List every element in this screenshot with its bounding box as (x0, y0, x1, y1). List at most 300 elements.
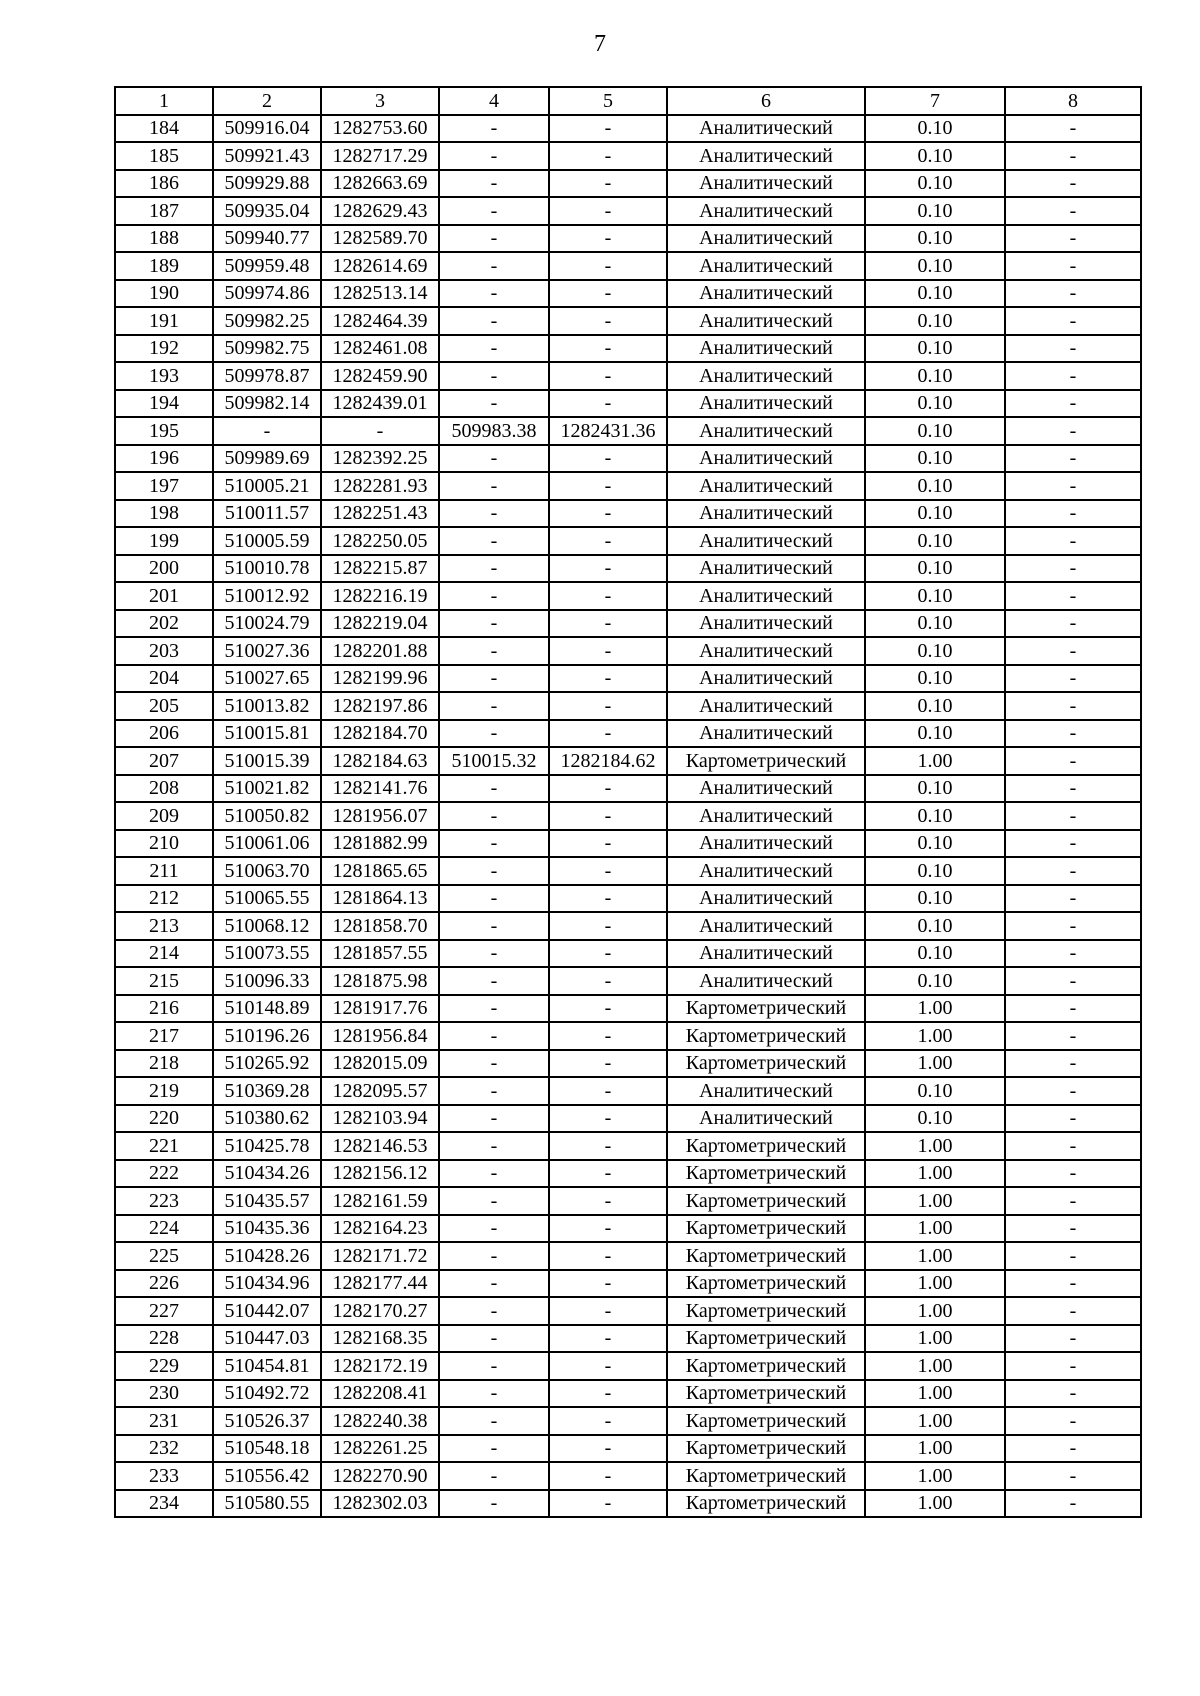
y-coordinate-alt-cell: - (549, 940, 667, 968)
x-coordinate-alt-cell: - (439, 1077, 549, 1105)
x-coordinate-alt-cell: - (439, 1325, 549, 1353)
x-coordinate-alt-cell: - (439, 1352, 549, 1380)
point-number-cell: 210 (115, 830, 213, 858)
table-row (115, 472, 1141, 500)
description-cell: - (1005, 775, 1141, 803)
table-row (115, 1215, 1141, 1243)
method-cell: Картометрический (667, 1407, 865, 1435)
y-coordinate-cell: 1282439.01 (321, 390, 439, 418)
method-cell: Аналитический (667, 390, 865, 418)
x-coordinate-cell: 510435.57 (213, 1187, 321, 1215)
point-number-cell: 214 (115, 940, 213, 968)
y-coordinate-cell: 1282164.23 (321, 1215, 439, 1243)
x-coordinate-alt-cell: - (439, 1050, 549, 1078)
table-row (115, 500, 1141, 528)
y-coordinate-cell: 1281858.70 (321, 912, 439, 940)
accuracy-cell: 0.10 (865, 500, 1005, 528)
x-coordinate-cell: 510434.26 (213, 1160, 321, 1188)
point-number-cell: 187 (115, 197, 213, 225)
y-coordinate-cell: 1281882.99 (321, 830, 439, 858)
accuracy-cell: 1.00 (865, 1022, 1005, 1050)
x-coordinate-alt-cell: - (439, 115, 549, 143)
y-coordinate-cell: 1282146.53 (321, 1132, 439, 1160)
x-coordinate-alt-cell: - (439, 610, 549, 638)
x-coordinate-cell: 510015.81 (213, 720, 321, 748)
method-cell: Аналитический (667, 802, 865, 830)
table-row (115, 252, 1141, 280)
y-coordinate-alt-cell: - (549, 885, 667, 913)
x-coordinate-cell: 510265.92 (213, 1050, 321, 1078)
point-number-cell: 234 (115, 1490, 213, 1518)
y-coordinate-cell: 1282184.63 (321, 747, 439, 775)
x-coordinate-alt-cell: - (439, 390, 549, 418)
table-row (115, 1022, 1141, 1050)
x-coordinate-cell: 510005.21 (213, 472, 321, 500)
point-number-cell: 204 (115, 665, 213, 693)
x-coordinate-cell: 510425.78 (213, 1132, 321, 1160)
table-row (115, 802, 1141, 830)
x-coordinate-alt-cell: - (439, 830, 549, 858)
point-number-cell: 190 (115, 280, 213, 308)
point-number-cell: 215 (115, 967, 213, 995)
y-coordinate-cell: 1282753.60 (321, 115, 439, 143)
y-coordinate-alt-cell: - (549, 1050, 667, 1078)
x-coordinate-cell: 510196.26 (213, 1022, 321, 1050)
x-coordinate-alt-cell: - (439, 1270, 549, 1298)
accuracy-cell: 1.00 (865, 1325, 1005, 1353)
point-number-cell: 233 (115, 1462, 213, 1490)
accuracy-cell: 0.10 (865, 197, 1005, 225)
point-number-cell: 189 (115, 252, 213, 280)
x-coordinate-cell: 510434.96 (213, 1270, 321, 1298)
x-coordinate-cell: 509974.86 (213, 280, 321, 308)
y-coordinate-cell: 1282095.57 (321, 1077, 439, 1105)
y-coordinate-alt-cell: - (549, 1105, 667, 1133)
y-coordinate-cell: 1281864.13 (321, 885, 439, 913)
y-coordinate-alt-cell: - (549, 1462, 667, 1490)
x-coordinate-alt-cell: - (439, 665, 549, 693)
y-coordinate-cell: - (321, 417, 439, 445)
x-coordinate-alt-cell: - (439, 1187, 549, 1215)
x-coordinate-alt-cell: - (439, 335, 549, 363)
x-coordinate-alt-cell: - (439, 225, 549, 253)
description-cell: - (1005, 1435, 1141, 1463)
description-cell: - (1005, 1407, 1141, 1435)
table-row (115, 1050, 1141, 1078)
x-coordinate-alt-cell: - (439, 1132, 549, 1160)
x-coordinate-alt-cell: - (439, 1490, 549, 1518)
accuracy-cell: 0.10 (865, 610, 1005, 638)
y-coordinate-cell: 1282161.59 (321, 1187, 439, 1215)
description-cell: - (1005, 197, 1141, 225)
method-cell: Аналитический (667, 940, 865, 968)
x-coordinate-cell: 510012.92 (213, 582, 321, 610)
method-cell: Картометрический (667, 1050, 865, 1078)
y-coordinate-cell: 1282461.08 (321, 335, 439, 363)
col-num-header: 1 (115, 87, 213, 115)
accuracy-cell: 1.00 (865, 995, 1005, 1023)
x-coordinate-alt-cell: - (439, 995, 549, 1023)
y-coordinate-cell: 1282663.69 (321, 170, 439, 198)
x-coordinate-alt-cell: - (439, 1380, 549, 1408)
description-cell: - (1005, 1352, 1141, 1380)
description-cell: - (1005, 445, 1141, 473)
method-cell: Картометрический (667, 1490, 865, 1518)
description-cell: - (1005, 747, 1141, 775)
method-cell: Аналитический (667, 417, 865, 445)
method-cell: Аналитический (667, 1105, 865, 1133)
y-coordinate-cell: 1282270.90 (321, 1462, 439, 1490)
y-coordinate-cell: 1282015.09 (321, 1050, 439, 1078)
y-coordinate-alt-cell: - (549, 197, 667, 225)
y-coordinate-cell: 1282215.87 (321, 555, 439, 583)
point-number-cell: 218 (115, 1050, 213, 1078)
point-number-cell: 199 (115, 527, 213, 555)
x-coordinate-alt-cell: - (439, 362, 549, 390)
accuracy-cell: 1.00 (865, 1160, 1005, 1188)
method-cell: Картометрический (667, 747, 865, 775)
point-number-cell: 195 (115, 417, 213, 445)
x-coordinate-alt-cell: - (439, 1435, 549, 1463)
x-coordinate-alt-cell: - (439, 582, 549, 610)
y-coordinate-alt-cell: - (549, 170, 667, 198)
y-coordinate-cell: 1282141.76 (321, 775, 439, 803)
table-row (115, 885, 1141, 913)
method-cell: Аналитический (667, 142, 865, 170)
y-coordinate-alt-cell: - (549, 1297, 667, 1325)
method-cell: Картометрический (667, 1297, 865, 1325)
y-coordinate-alt-cell: - (549, 280, 667, 308)
y-coordinate-alt-cell: - (549, 967, 667, 995)
accuracy-cell: 0.10 (865, 692, 1005, 720)
description-cell: - (1005, 912, 1141, 940)
page-number: 7 (594, 31, 606, 57)
method-cell: Аналитический (667, 445, 865, 473)
table-row (115, 335, 1141, 363)
col-4-header: 4 (439, 87, 549, 115)
y-coordinate-cell: 1282199.96 (321, 665, 439, 693)
table-row (115, 1297, 1141, 1325)
description-cell: - (1005, 1160, 1141, 1188)
y-coordinate-cell: 1282717.29 (321, 142, 439, 170)
x-coordinate-alt-cell: - (439, 1297, 549, 1325)
y-coordinate-cell: 1281875.98 (321, 967, 439, 995)
x-coordinate-cell: 509978.87 (213, 362, 321, 390)
method-cell: Аналитический (667, 280, 865, 308)
y-coordinate-alt-cell: - (549, 1490, 667, 1518)
coordinates-table (114, 86, 1142, 1518)
point-number-cell: 225 (115, 1242, 213, 1270)
y-coordinate-alt-cell: - (549, 1022, 667, 1050)
y-coordinate-alt-cell: - (549, 390, 667, 418)
x-coordinate-alt-cell: - (439, 1022, 549, 1050)
table-row (115, 280, 1141, 308)
y-coordinate-cell: 1282168.35 (321, 1325, 439, 1353)
method-cell: Аналитический (667, 1077, 865, 1105)
accuracy-cell: 0.10 (865, 527, 1005, 555)
method-cell: Аналитический (667, 610, 865, 638)
y-coordinate-cell: 1282614.69 (321, 252, 439, 280)
table-row (115, 692, 1141, 720)
table-row (115, 1187, 1141, 1215)
accuracy-cell: 1.00 (865, 1352, 1005, 1380)
description-cell: - (1005, 307, 1141, 335)
accuracy-cell: 0.10 (865, 307, 1005, 335)
table-row (115, 1105, 1141, 1133)
table-row (115, 307, 1141, 335)
y-coordinate-cell: 1282184.70 (321, 720, 439, 748)
method-cell: Аналитический (667, 307, 865, 335)
point-number-cell: 212 (115, 885, 213, 913)
y-coordinate-cell: 1282197.86 (321, 692, 439, 720)
point-number-cell: 216 (115, 995, 213, 1023)
y-coordinate-alt-cell: - (549, 335, 667, 363)
x-coordinate-alt-cell: - (439, 500, 549, 528)
description-cell: - (1005, 225, 1141, 253)
y-coordinate-alt-cell: - (549, 720, 667, 748)
point-number-cell: 228 (115, 1325, 213, 1353)
table-row (115, 665, 1141, 693)
x-coordinate-alt-cell: - (439, 527, 549, 555)
accuracy-cell: 0.10 (865, 720, 1005, 748)
point-number-cell: 196 (115, 445, 213, 473)
table-row (115, 225, 1141, 253)
method-cell: Аналитический (667, 967, 865, 995)
y-coordinate-alt-cell: - (549, 142, 667, 170)
method-cell: Аналитический (667, 637, 865, 665)
y-coordinate-alt-cell: - (549, 912, 667, 940)
method-cell: Аналитический (667, 115, 865, 143)
x-coordinate-cell: 510580.55 (213, 1490, 321, 1518)
accuracy-cell: 1.00 (865, 747, 1005, 775)
x-coordinate-cell: 509959.48 (213, 252, 321, 280)
x-coordinate-alt-cell: - (439, 802, 549, 830)
description-cell: - (1005, 857, 1141, 885)
description-cell: - (1005, 1490, 1141, 1518)
x-coordinate-alt-cell: - (439, 307, 549, 335)
x-coordinate-cell: 510010.78 (213, 555, 321, 583)
description-cell: - (1005, 885, 1141, 913)
method-cell: Аналитический (667, 500, 865, 528)
method-cell: Аналитический (667, 857, 865, 885)
point-number-cell: 217 (115, 1022, 213, 1050)
point-number-cell: 197 (115, 472, 213, 500)
description-cell: - (1005, 582, 1141, 610)
x-coordinate-cell: 510013.82 (213, 692, 321, 720)
description-cell: - (1005, 692, 1141, 720)
accuracy-cell: 0.10 (865, 940, 1005, 968)
description-cell: - (1005, 637, 1141, 665)
method-cell: Аналитический (667, 527, 865, 555)
x-coordinate-alt-cell: - (439, 637, 549, 665)
x-coordinate-alt-cell: - (439, 252, 549, 280)
x-coordinate-alt-cell: - (439, 1462, 549, 1490)
description-cell: - (1005, 1270, 1141, 1298)
point-number-cell: 185 (115, 142, 213, 170)
method-cell: Аналитический (667, 775, 865, 803)
y-coordinate-cell: 1282240.38 (321, 1407, 439, 1435)
point-number-cell: 223 (115, 1187, 213, 1215)
x-coordinate-alt-cell: - (439, 170, 549, 198)
y-coordinate-cell: 1282250.05 (321, 527, 439, 555)
description-cell: - (1005, 1242, 1141, 1270)
x-coordinate-cell: 510526.37 (213, 1407, 321, 1435)
method-cell: Аналитический (667, 665, 865, 693)
method-cell: Аналитический (667, 830, 865, 858)
col-7-header: 7 (865, 87, 1005, 115)
accuracy-cell: 0.10 (865, 665, 1005, 693)
accuracy-cell: 0.10 (865, 802, 1005, 830)
table-row (115, 1325, 1141, 1353)
y-coordinate-alt-cell: - (549, 830, 667, 858)
x-coordinate-alt-cell: - (439, 1407, 549, 1435)
table-row (115, 995, 1141, 1023)
accuracy-cell: 1.00 (865, 1215, 1005, 1243)
x-coordinate-cell: 509929.88 (213, 170, 321, 198)
point-number-cell: 226 (115, 1270, 213, 1298)
method-cell: Картометрический (667, 1435, 865, 1463)
accuracy-cell: 1.00 (865, 1242, 1005, 1270)
description-cell: - (1005, 500, 1141, 528)
description-cell: - (1005, 170, 1141, 198)
accuracy-cell: 1.00 (865, 1462, 1005, 1490)
point-number-cell: 188 (115, 225, 213, 253)
point-number-cell: 184 (115, 115, 213, 143)
x-coordinate-alt-cell: - (439, 857, 549, 885)
method-cell: Аналитический (667, 555, 865, 583)
point-number-cell: 211 (115, 857, 213, 885)
description-cell: - (1005, 940, 1141, 968)
description-cell: - (1005, 142, 1141, 170)
method-cell: Аналитический (667, 692, 865, 720)
y-coordinate-alt-cell: - (549, 307, 667, 335)
point-number-cell: 222 (115, 1160, 213, 1188)
point-number-cell: 186 (115, 170, 213, 198)
description-cell: - (1005, 1325, 1141, 1353)
y-coordinate-alt-cell: - (549, 582, 667, 610)
table-row (115, 445, 1141, 473)
point-number-cell: 202 (115, 610, 213, 638)
x-coordinate-alt-cell: 509983.38 (439, 417, 549, 445)
table-row (115, 115, 1141, 143)
table-row (115, 830, 1141, 858)
method-cell: Аналитический (667, 912, 865, 940)
y-coordinate-alt-cell: - (549, 555, 667, 583)
y-coordinate-alt-cell: - (549, 445, 667, 473)
y-coordinate-alt-cell: - (549, 1407, 667, 1435)
point-number-cell: 205 (115, 692, 213, 720)
point-number-cell: 191 (115, 307, 213, 335)
col-6-header: 6 (667, 87, 865, 115)
description-cell: - (1005, 1132, 1141, 1160)
accuracy-cell: 0.10 (865, 472, 1005, 500)
point-number-cell: 207 (115, 747, 213, 775)
x-coordinate-cell: - (213, 417, 321, 445)
x-coordinate-alt-cell: 510015.32 (439, 747, 549, 775)
table-row (115, 1462, 1141, 1490)
x-coordinate-alt-cell: - (439, 1215, 549, 1243)
accuracy-cell: 1.00 (865, 1490, 1005, 1518)
description-cell: - (1005, 610, 1141, 638)
x-coordinate-cell: 509982.14 (213, 390, 321, 418)
table-row (115, 1242, 1141, 1270)
method-cell: Картометрический (667, 1215, 865, 1243)
y-coordinate-cell: 1282629.43 (321, 197, 439, 225)
y-coordinate-alt-cell: - (549, 252, 667, 280)
x-coordinate-alt-cell: - (439, 1160, 549, 1188)
table-row (115, 967, 1141, 995)
table-row (115, 390, 1141, 418)
col-8-header: 8 (1005, 87, 1141, 115)
x-coordinate-cell: 510435.36 (213, 1215, 321, 1243)
method-cell: Картометрический (667, 1187, 865, 1215)
method-cell: Аналитический (667, 252, 865, 280)
table-row (115, 1407, 1141, 1435)
description-cell: - (1005, 1380, 1141, 1408)
y-coordinate-cell: 1282103.94 (321, 1105, 439, 1133)
description-cell: - (1005, 1050, 1141, 1078)
y-coordinate-alt-cell: - (549, 362, 667, 390)
col-2-header: 2 (213, 87, 321, 115)
y-coordinate-alt-cell: - (549, 995, 667, 1023)
x-coordinate-alt-cell: - (439, 692, 549, 720)
x-coordinate-cell: 510492.72 (213, 1380, 321, 1408)
y-coordinate-cell: 1282156.12 (321, 1160, 439, 1188)
y-coordinate-alt-cell: - (549, 527, 667, 555)
accuracy-cell: 0.10 (865, 280, 1005, 308)
point-number-cell: 198 (115, 500, 213, 528)
table-row (115, 912, 1141, 940)
method-cell: Картометрический (667, 995, 865, 1023)
description-cell: - (1005, 1077, 1141, 1105)
x-coordinate-cell: 509982.25 (213, 307, 321, 335)
method-cell: Аналитический (667, 720, 865, 748)
y-coordinate-cell: 1282302.03 (321, 1490, 439, 1518)
x-coordinate-cell: 510027.36 (213, 637, 321, 665)
y-coordinate-alt-cell: - (549, 500, 667, 528)
accuracy-cell: 0.10 (865, 582, 1005, 610)
y-coordinate-cell: 1282171.72 (321, 1242, 439, 1270)
accuracy-cell: 0.10 (865, 1105, 1005, 1133)
table-row (115, 610, 1141, 638)
y-coordinate-alt-cell: - (549, 1160, 667, 1188)
point-number-cell: 206 (115, 720, 213, 748)
description-cell: - (1005, 335, 1141, 363)
x-coordinate-alt-cell: - (439, 472, 549, 500)
point-number-cell: 230 (115, 1380, 213, 1408)
accuracy-cell: 0.10 (865, 225, 1005, 253)
x-coordinate-cell: 510021.82 (213, 775, 321, 803)
table-row (115, 775, 1141, 803)
x-coordinate-alt-cell: - (439, 720, 549, 748)
y-coordinate-cell: 1281857.55 (321, 940, 439, 968)
y-coordinate-alt-cell: - (549, 1242, 667, 1270)
accuracy-cell: 0.10 (865, 912, 1005, 940)
description-cell: - (1005, 1105, 1141, 1133)
x-coordinate-cell: 510548.18 (213, 1435, 321, 1463)
x-coordinate-alt-cell: - (439, 775, 549, 803)
accuracy-cell: 1.00 (865, 1297, 1005, 1325)
y-coordinate-cell: 1282261.25 (321, 1435, 439, 1463)
y-coordinate-alt-cell: - (549, 857, 667, 885)
description-cell: - (1005, 1187, 1141, 1215)
x-coordinate-cell: 510027.65 (213, 665, 321, 693)
table-row (115, 555, 1141, 583)
method-cell: Аналитический (667, 170, 865, 198)
y-coordinate-cell: 1282459.90 (321, 362, 439, 390)
x-coordinate-cell: 510454.81 (213, 1352, 321, 1380)
table-row (115, 747, 1141, 775)
